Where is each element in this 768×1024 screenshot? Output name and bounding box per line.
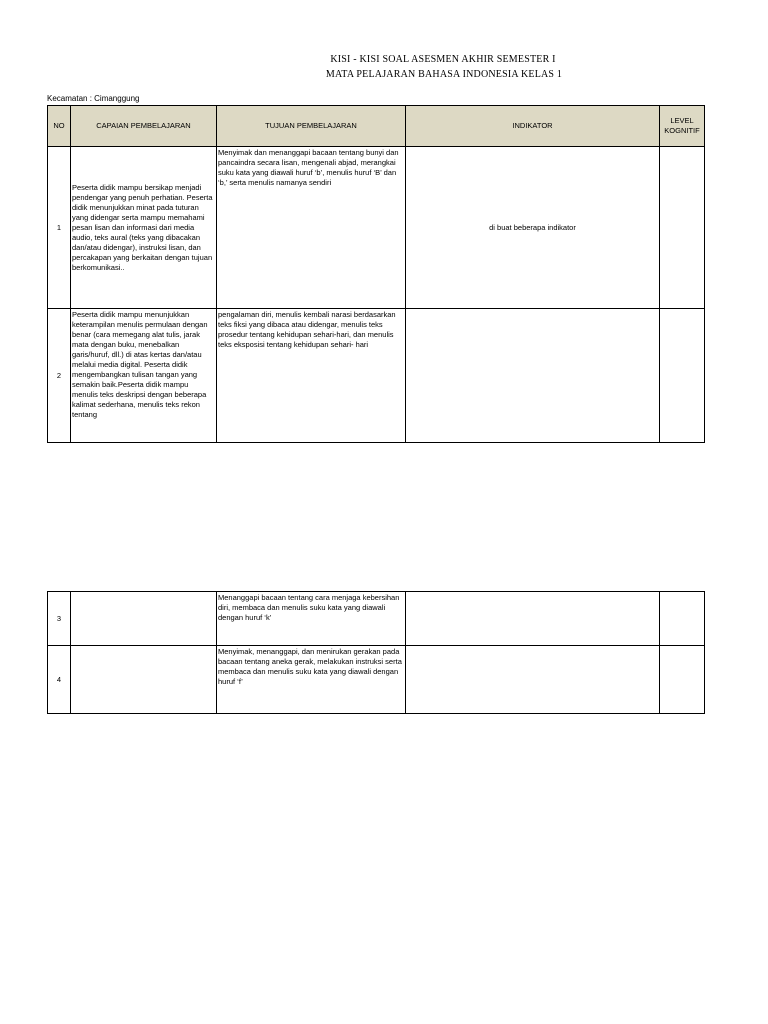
column-header-indikator: INDIKATOR: [406, 106, 660, 147]
capaian-cell: Peserta didik mampu bersikap menjadi pendengar yang penuh perhatian. Peserta didik menunjukkan minat pada tuturan yang didengar serta mampu memahami pesan lisan dan informasi dari media audio, teks aural (teks yang dibacakan dan/atau didengar), instruksi lisan, dan percakapan yang berkaitan dengan tujuan berkomunikasi..: [71, 147, 217, 309]
kisi-kisi-table-page-1: [47, 105, 705, 443]
indikator-cell: [406, 646, 660, 714]
kecamatan-label: Kecamatan : Cimanggung: [47, 94, 140, 103]
row-number: 3: [48, 592, 71, 646]
column-header-capaian: CAPAIAN PEMBELAJARAN: [71, 106, 217, 147]
kisi-kisi-table-page-2: [47, 591, 705, 714]
tujuan-cell: Menyimak dan menanggapi bacaan tentang bunyi dan pancaindra secara lisan, mengenali abjad, merangkai suku kata yang diawali huruf ‘b’, menulis huruf ‘B’ dan ‘b,’ serta menulis namanya sendiri: [217, 147, 406, 309]
table-row: [48, 646, 705, 714]
column-header-level: LEVEL KOGNITIF: [660, 106, 705, 147]
level-cell: [660, 592, 705, 646]
indikator-cell: di buat beberapa indikator: [406, 147, 660, 309]
capaian-cell: [71, 646, 217, 714]
table-row: [48, 309, 705, 443]
table-row: [48, 147, 705, 309]
capaian-cell: [71, 592, 217, 646]
level-cell: [660, 309, 705, 443]
title-line-1: KISI - KISI SOAL ASESMEN AKHIR SEMESTER I: [330, 54, 556, 65]
level-cell: [660, 147, 705, 309]
indikator-cell: [406, 592, 660, 646]
level-cell: [660, 646, 705, 714]
row-number: 4: [48, 646, 71, 714]
row-number: 2: [48, 309, 71, 443]
title-line-2: MATA PELAJARAN BAHASA INDONESIA KELAS 1: [325, 69, 563, 80]
document-title: [0, 52, 768, 82]
row-number: 1: [48, 147, 71, 309]
table-row: [48, 592, 705, 646]
tujuan-cell: Menyimak, menanggapi, dan menirukan gerakan pada bacaan tentang aneka gerak, melakukan instruksi serta membaca dan menulis suku kata yang diawali dengan huruf ‘f’: [217, 646, 406, 714]
tujuan-cell: pengalaman diri, menulis kembali narasi berdasarkan teks fiksi yang dibaca atau didengar, menulis teks prosedur tentang kehidupan sehari-hari, dan menulis teks eksposisi tentang kehidupan sehari- hari: [217, 309, 406, 443]
indikator-cell: [406, 309, 660, 443]
capaian-cell: Peserta didik mampu menunjukkan keterampilan menulis permulaan dengan benar (cara memegang alat tulis, jarak mata dengan buku, menebalkan garis/huruf, dll.) di atas kertas dan/atau melalui media digital. Peserta didik mengembangkan tulisan tangan yang semakin baik.Peserta didik mampu menulis teks deskripsi dengan beberapa kalimat sederhana, menulis teks rekon tentang: [71, 309, 217, 443]
tujuan-cell: Menanggapi bacaan tentang cara menjaga kebersihan diri, membaca dan menulis suku kata yang diawali dengan huruf ‘k’: [217, 592, 406, 646]
column-header-tujuan: TUJUAN PEMBELAJARAN: [217, 106, 406, 147]
table-header-row: [48, 106, 705, 147]
column-header-no: NO: [48, 106, 71, 147]
